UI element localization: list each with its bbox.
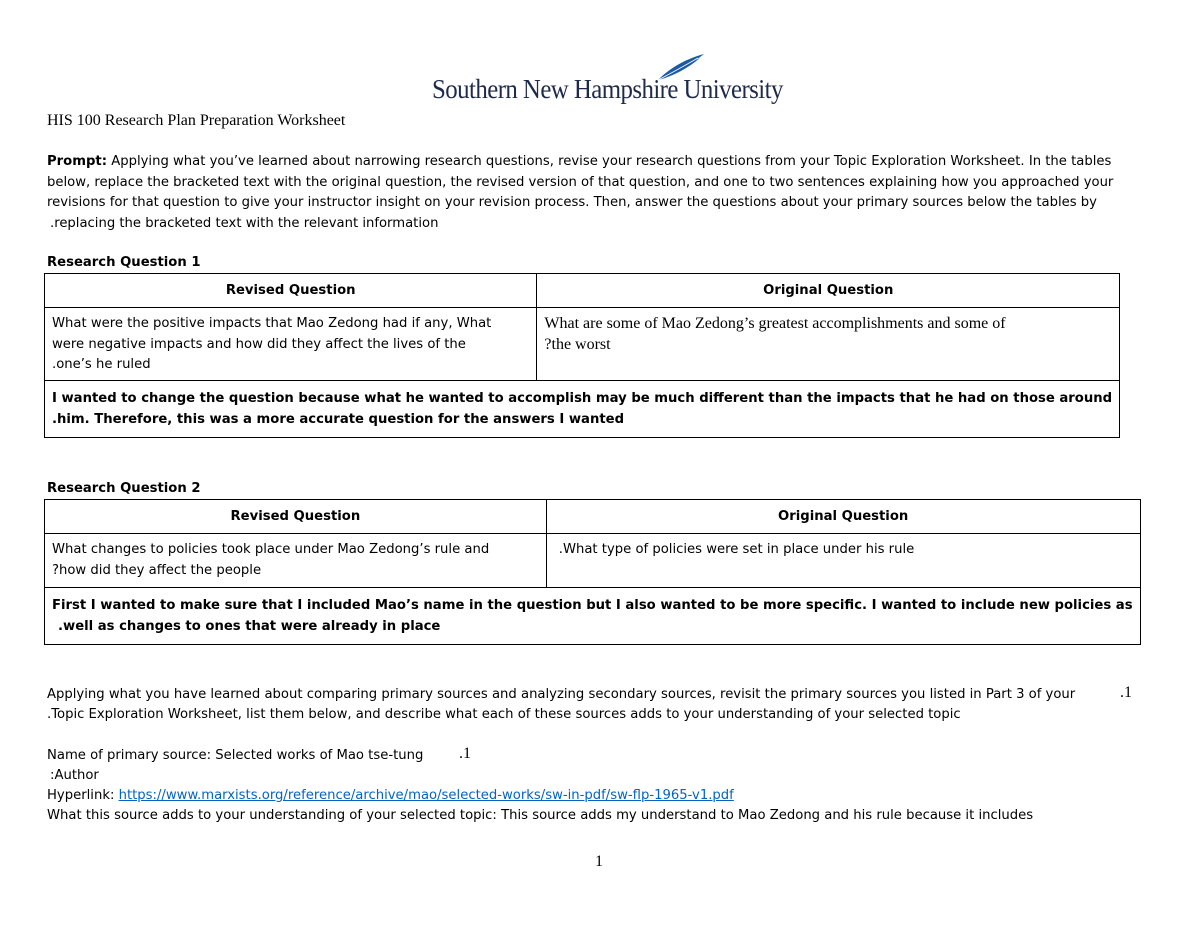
revised-question-line: were negative impacts and how did they affect the lives of the [52,336,466,352]
research-question-1-label: Research Question 1 [47,255,201,270]
revision-explanation-line: First I wanted to make sure that I included Mao’s name in the question but I also wanted to be more specific. I wanted to include new policies as [52,598,1133,613]
research-question-2-label: Research Question 2 [47,481,201,496]
primary-source-name[interactable]: Name of primary source: Selected works of Mao tse-tung [47,748,424,763]
prompt-paragraph [47,152,1147,234]
page-number: 1 [595,853,603,870]
revised-question-header: Revised Question [45,500,547,534]
primary-source-author[interactable]: :Author [50,768,99,783]
primary-source-hyperlink-line [47,786,734,807]
original-question-cell[interactable] [537,308,1120,381]
primary-sources-instruction-line-2: .Topic Exploration Worksheet, list them below, and describe what each of these sources adds to your understanding of your selected topic [47,707,961,722]
revised-question-cell[interactable] [45,534,547,588]
table-header-row [45,274,1120,308]
list-number: .1 [1120,684,1132,701]
table-row [45,534,1141,588]
original-question-line: ?the worst [544,336,611,353]
revised-question-header: Revised Question [45,274,537,308]
original-question-line: .What type of policies were set in place under his rule [558,542,915,557]
table-row [45,381,1120,438]
university-logo [432,52,783,104]
prompt-line-4: .replacing the bracketed text with the relevant information [50,215,439,231]
prompt-line-2: below, replace the bracketed text with the original question, the revised version of that question, and one to two sentences explaining how you approached your [47,174,1114,190]
revised-question-line: What were the positive impacts that Mao Zedong had if any, What [52,316,492,331]
revised-question-line: ?how did they affect the people [52,562,262,578]
prompt-label: Prompt: [47,154,107,169]
prompt-line-1 [47,152,1147,173]
original-question-line: What are some of Mao Zedong’s greatest accomplishments and some of [544,315,1006,332]
table-row [45,588,1141,645]
document-title: HIS 100 Research Plan Preparation Worksheet [47,112,346,129]
primary-source-contribution[interactable]: What this source adds to your understanding of your selected topic: This source adds my understand to Mao Zedong and his rule because it includes [47,808,1034,823]
revision-explanation-line: I wanted to change the question because what he wanted to accomplish may be much different than the impacts that he had on those around [52,391,1113,406]
university-logo-text: Southern New Hampshire University [432,74,783,104]
revision-explanation-cell[interactable] [45,588,1141,645]
revision-explanation-line: .him. Therefore, this was a more accurate question for the answers I wanted [52,412,625,427]
primary-source-hyperlink[interactable]: https://www.marxists.org/reference/archive/mao/selected-works/sw-in-pdf/sw-flp-1965-v1.pdf [118,788,734,803]
prompt-text-1: Applying what you’ve learned about narrowing research questions, revise your research questions from your Topic Exploration Worksheet. In the tables [107,154,1112,169]
prompt-line-3: revisions for that question to give your instructor insight on your revision process. Then, answer the questions about your primary sources below the tables by [47,195,1097,210]
revised-question-line: What changes to policies took place under Mao Zedong’s rule and [52,542,490,557]
research-question-1-table [44,273,1120,438]
table-row [45,308,1120,381]
table-header-row [45,500,1141,534]
revision-explanation-line: .well as changes to ones that were already in place [58,619,441,634]
original-question-header: Original Question [537,274,1120,308]
source-number: .1 [459,745,471,762]
original-question-header: Original Question [546,500,1140,534]
research-question-2-table [44,499,1141,645]
revision-explanation-cell[interactable] [45,381,1120,438]
hyperlink-label: Hyperlink: [47,788,115,803]
primary-sources-instruction-line-1: Applying what you have learned about comparing primary sources and analyzing secondary sources, revisit the primary sources you listed in Part 3 of your [47,687,1076,702]
revised-question-line: .one’s he ruled [52,357,151,372]
revised-question-cell[interactable] [45,308,537,381]
original-question-cell[interactable] [546,534,1140,588]
